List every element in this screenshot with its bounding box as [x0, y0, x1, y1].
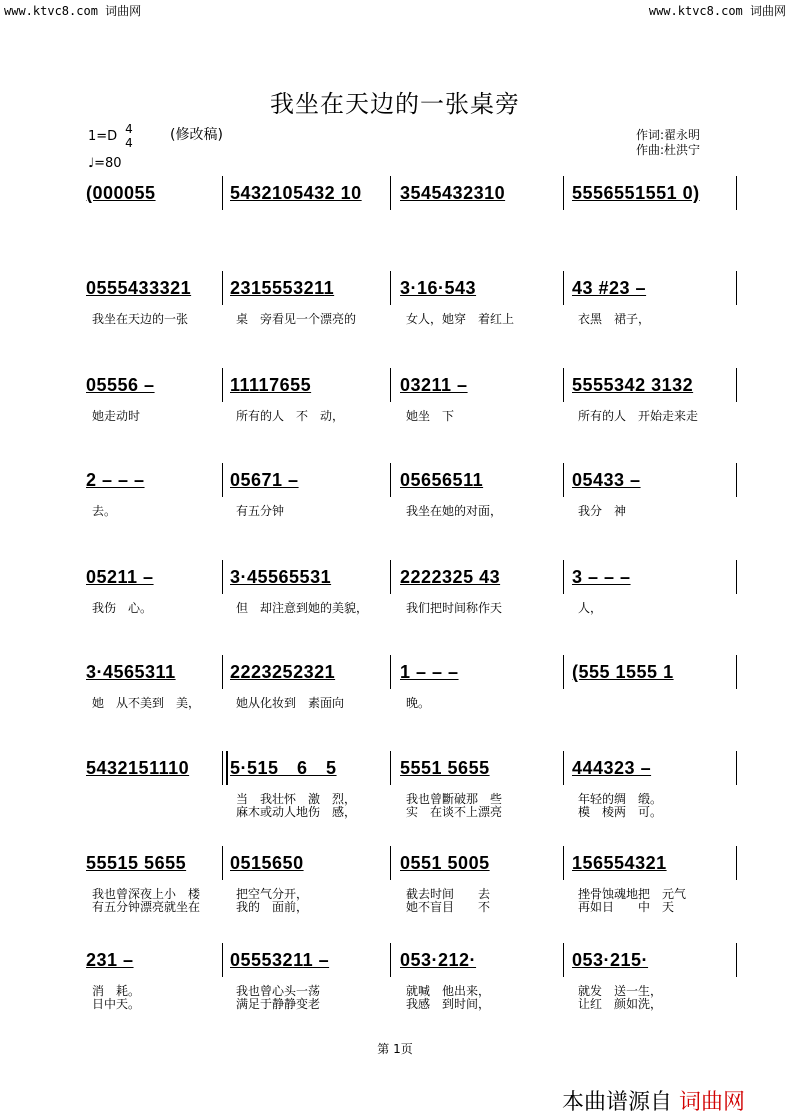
measure: 05433 –: [572, 470, 641, 490]
barline: [563, 751, 564, 785]
measure: 156554321: [572, 853, 667, 873]
barline: [563, 560, 564, 594]
composer: 作曲:杜洪宁: [636, 143, 701, 157]
score-row: [0, 753, 790, 783]
barline: [736, 943, 737, 977]
barline: [222, 368, 223, 402]
site-url-left[interactable]: www.ktvc8.com 词曲网: [4, 4, 142, 18]
lyric-line: 所有的人 不 动，: [236, 409, 345, 423]
time-bottom: 4: [125, 136, 133, 150]
measure: 0551 5005: [400, 853, 490, 873]
barline: [390, 176, 391, 210]
barline: [736, 560, 737, 594]
barline: [390, 846, 391, 880]
measure: 5555342 3132: [572, 375, 694, 395]
measure: 05656511: [400, 470, 484, 490]
lyric-line: 她 从不美到 美，: [92, 696, 201, 710]
measure: 11117655: [230, 375, 312, 395]
measure: 2223252321: [230, 662, 336, 682]
measure: 55515 5655: [86, 853, 187, 873]
barline: [736, 271, 737, 305]
lyric-line: 我坐在她的对面，: [406, 504, 503, 518]
barline: [222, 463, 223, 497]
site-url-right[interactable]: www.ktvc8.com 词曲网: [648, 4, 786, 18]
measure: 3·4565311: [86, 662, 176, 682]
barline: [736, 751, 737, 785]
score-row: [0, 370, 790, 400]
lyric-line: 年轻的绸 缎。 模 棱两 可。: [578, 792, 663, 819]
barline: [222, 560, 223, 594]
lyric-line: 所有的人 开始走来走: [578, 409, 699, 423]
measure: 5432105432 10: [230, 183, 362, 203]
measure: (000055: [86, 183, 156, 203]
measure: 43 #23 –: [572, 278, 647, 298]
page-number: 第 1页: [377, 1042, 413, 1056]
score-row: [0, 465, 790, 495]
lyric-line: 晚。: [406, 696, 431, 710]
lyric-line: 把空气分开， 我的 面前，: [236, 887, 309, 914]
barline: [390, 655, 391, 689]
measure: 2315553211: [230, 278, 335, 298]
credits: [636, 128, 700, 158]
draft-note: (修改稿): [170, 127, 223, 143]
measure: 5556551551 0): [572, 183, 700, 203]
score-row: [0, 178, 790, 208]
measure: 05553211 –: [230, 950, 330, 970]
measure: 0515650: [230, 853, 304, 873]
measure: 3·16·543: [400, 278, 477, 298]
key-signature: 1=D: [88, 129, 118, 144]
measure: 3 – – –: [572, 567, 631, 587]
lyric-line: 她坐 下: [406, 409, 455, 423]
lyric-line: 当 我壮怀 激 烈， 麻木或动人地伤 感，: [236, 792, 357, 819]
lyric-line: 就喊 他出来， 我感 到时间，: [406, 984, 491, 1011]
measure: 0555433321: [86, 278, 192, 298]
barline: [222, 271, 223, 305]
source-brand-text: 本曲谱源自: [562, 1090, 673, 1115]
measure: 5·515 6 5: [230, 758, 337, 778]
measure: 444323 –: [572, 758, 652, 778]
lyric-line: 但 却注意到她的美貌，: [236, 601, 369, 615]
song-title: 我坐在天边的一张桌旁: [270, 90, 520, 118]
lyric-line: 她从化妆到 素面向: [236, 696, 345, 710]
measure: 231 –: [86, 950, 134, 970]
lyric-line: 桌 旁看见一个漂亮的: [236, 312, 357, 326]
source-brand-accent: 词曲网: [679, 1090, 746, 1115]
barline: [736, 846, 737, 880]
barline: [390, 463, 391, 497]
measure: 5551 5655: [400, 758, 490, 778]
barline: [222, 943, 223, 977]
barline: [563, 846, 564, 880]
barline: [563, 368, 564, 402]
time-signature: [124, 122, 134, 150]
barline: [563, 655, 564, 689]
measure: 05211 –: [86, 567, 154, 587]
barline: [736, 368, 737, 402]
measure: 3545432310: [400, 183, 506, 203]
lyric-line: 我也曾斷破那 些 实 在谈不上漂亮: [406, 792, 503, 819]
barline: [390, 368, 391, 402]
barline: [390, 271, 391, 305]
score-row: [0, 657, 790, 687]
lyric-line: 消 耗。 日中天。: [92, 984, 141, 1011]
measure: 2 – – –: [86, 470, 145, 490]
source-brand: [562, 1085, 745, 1116]
lyric-line: 截去时间 去 她不盲目 不: [406, 887, 491, 914]
lyric-line: 人，: [578, 601, 603, 615]
time-top: 4: [125, 122, 133, 136]
measure: 3·45565531: [230, 567, 332, 587]
tempo-marking: ♩=80: [88, 156, 122, 171]
barline: [563, 176, 564, 210]
measure: 053·212·: [400, 950, 477, 970]
repeat-barline: [222, 751, 228, 785]
score-row: [0, 945, 790, 975]
barline: [736, 176, 737, 210]
lyric-line: 挫骨蚀魂地把 元气 再如日 中 天: [578, 887, 687, 914]
barline: [736, 463, 737, 497]
lyric-line: 我也曾心头一荡 满足于静静变老: [236, 984, 321, 1011]
measure: 2222325 43: [400, 567, 501, 587]
measure: (555 1555 1: [572, 662, 674, 682]
lyric-line: 衣黑 裙子，: [578, 312, 651, 326]
lyric-line: 女人，她穿 着红上: [406, 312, 515, 326]
lyric-line: 有五分钟: [236, 504, 285, 518]
lyric-line: 她走动时: [92, 409, 141, 423]
lyric-line: 我们把时间称作天: [406, 601, 503, 615]
lyric-line: 我也曾深夜上小 楼 有五分钟漂亮就坐在: [92, 887, 201, 914]
measure: 05556 –: [86, 375, 155, 395]
barline: [563, 943, 564, 977]
barline: [563, 463, 564, 497]
barline: [390, 751, 391, 785]
measure: 05671 –: [230, 470, 299, 490]
barline: [222, 655, 223, 689]
lyric-line: 我伤 心。: [92, 601, 153, 615]
score-row: [0, 562, 790, 592]
barline: [736, 655, 737, 689]
measure: 03211 –: [400, 375, 468, 395]
barline: [222, 176, 223, 210]
score-row: [0, 848, 790, 878]
measure: 1 – – –: [400, 662, 459, 682]
lyric-line: 就发 送一生， 让红 颜如洗，: [578, 984, 663, 1011]
barline: [563, 271, 564, 305]
measure: 5432151110: [86, 758, 190, 778]
score-row: [0, 273, 790, 303]
barline: [222, 846, 223, 880]
lyric-line: 我坐在天边的一张: [92, 312, 189, 326]
lyricist: 作词:翟永明: [636, 128, 701, 142]
lyric-line: 去。: [92, 504, 117, 518]
lyric-line: 我分 神: [578, 504, 627, 518]
barline: [390, 560, 391, 594]
barline: [390, 943, 391, 977]
measure: 053·215·: [572, 950, 649, 970]
